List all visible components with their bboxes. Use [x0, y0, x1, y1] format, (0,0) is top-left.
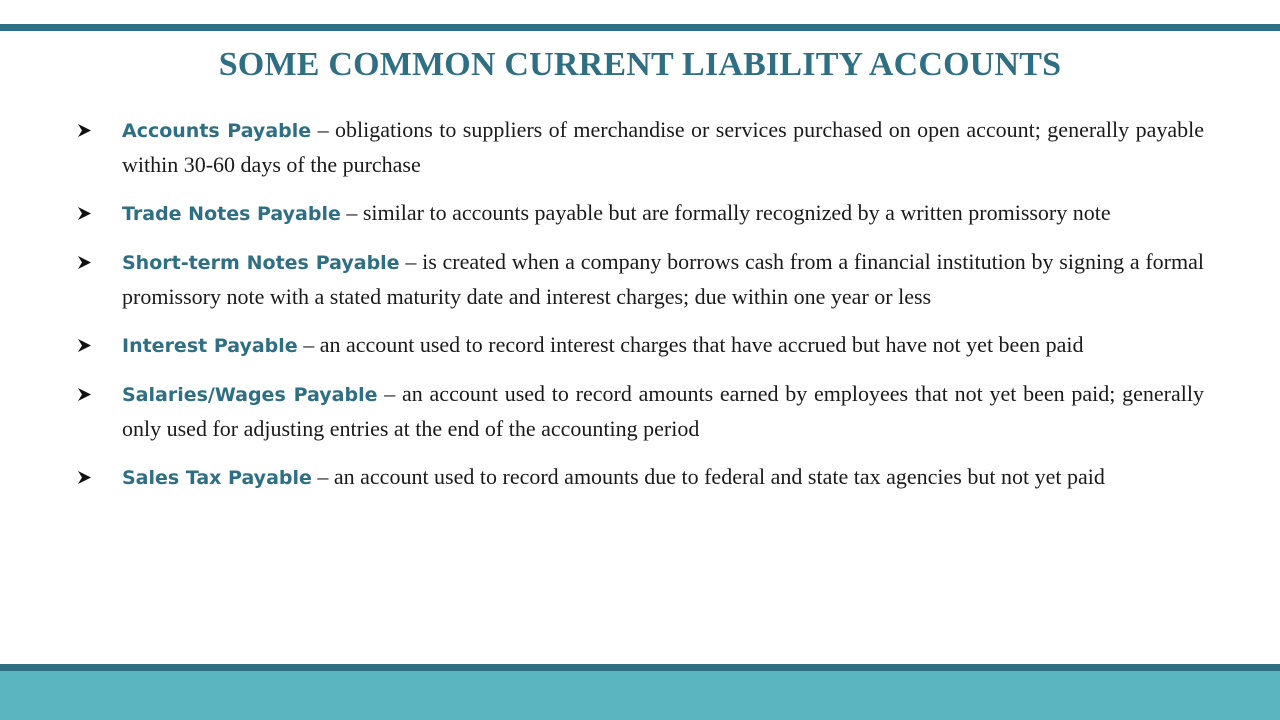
- liability-list: [78, 113, 1204, 509]
- term-description: similar to accounts payable but are formally recognized by a written promissory note: [362, 200, 1111, 225]
- arrowhead-bullet-icon: [78, 388, 91, 401]
- arrowhead-bullet-icon: [78, 471, 91, 484]
- arrowhead-bullet-icon: [78, 207, 91, 220]
- term-label: Accounts Payable: [122, 120, 312, 142]
- term-separator: –: [311, 117, 336, 142]
- term-description: an account used to record amounts due to federal and state tax agencies but not yet paid: [333, 464, 1105, 489]
- term-label: Sales Tax Payable: [122, 467, 312, 489]
- term-separator: –: [311, 464, 334, 489]
- term-label: Short-term Notes Payable: [122, 252, 400, 274]
- arrowhead-bullet-icon: [78, 124, 91, 137]
- term-separator: –: [399, 249, 423, 274]
- term-label: Salaries/Wages Payable: [122, 384, 378, 406]
- list-item-trade-notes-payable: [78, 196, 1204, 231]
- term-label: Trade Notes Payable: [122, 203, 341, 225]
- list-item-salaries-wages-payable: [78, 377, 1204, 446]
- term-description: is created when a company borrows cash from a financial institution by signing a formal promissory note with a stated maturity date and interest charges; due within one year or less: [122, 249, 1205, 309]
- footer-band: [0, 671, 1280, 720]
- list-item-short-term-notes-payable: [78, 245, 1204, 314]
- list-item-interest-payable: [78, 328, 1204, 363]
- list-item-sales-tax-payable: [78, 460, 1204, 495]
- top-divider: [0, 24, 1280, 31]
- term-description: an account used to record interest charges that have accrued but have not yet been paid: [319, 332, 1084, 357]
- term-separator: –: [297, 332, 320, 357]
- term-description: obligations to suppliers of merchandise or services purchased on open account; generally payable within 30-60 days of the purchase: [122, 117, 1204, 177]
- arrowhead-bullet-icon: [78, 339, 91, 352]
- list-item-accounts-payable: [78, 113, 1204, 182]
- term-description: an account used to record amounts earned by employees that not yet been paid; generally only used for adjusting entries at the end of the accounting period: [122, 381, 1205, 441]
- term-separator: –: [340, 200, 363, 225]
- slide-title: SOME COMMON CURRENT LIABILITY ACCOUNTS: [218, 46, 1062, 83]
- arrowhead-bullet-icon: [78, 256, 91, 269]
- term-separator: –: [377, 381, 403, 406]
- bottom-divider: [0, 664, 1280, 671]
- term-label: Interest Payable: [122, 335, 298, 357]
